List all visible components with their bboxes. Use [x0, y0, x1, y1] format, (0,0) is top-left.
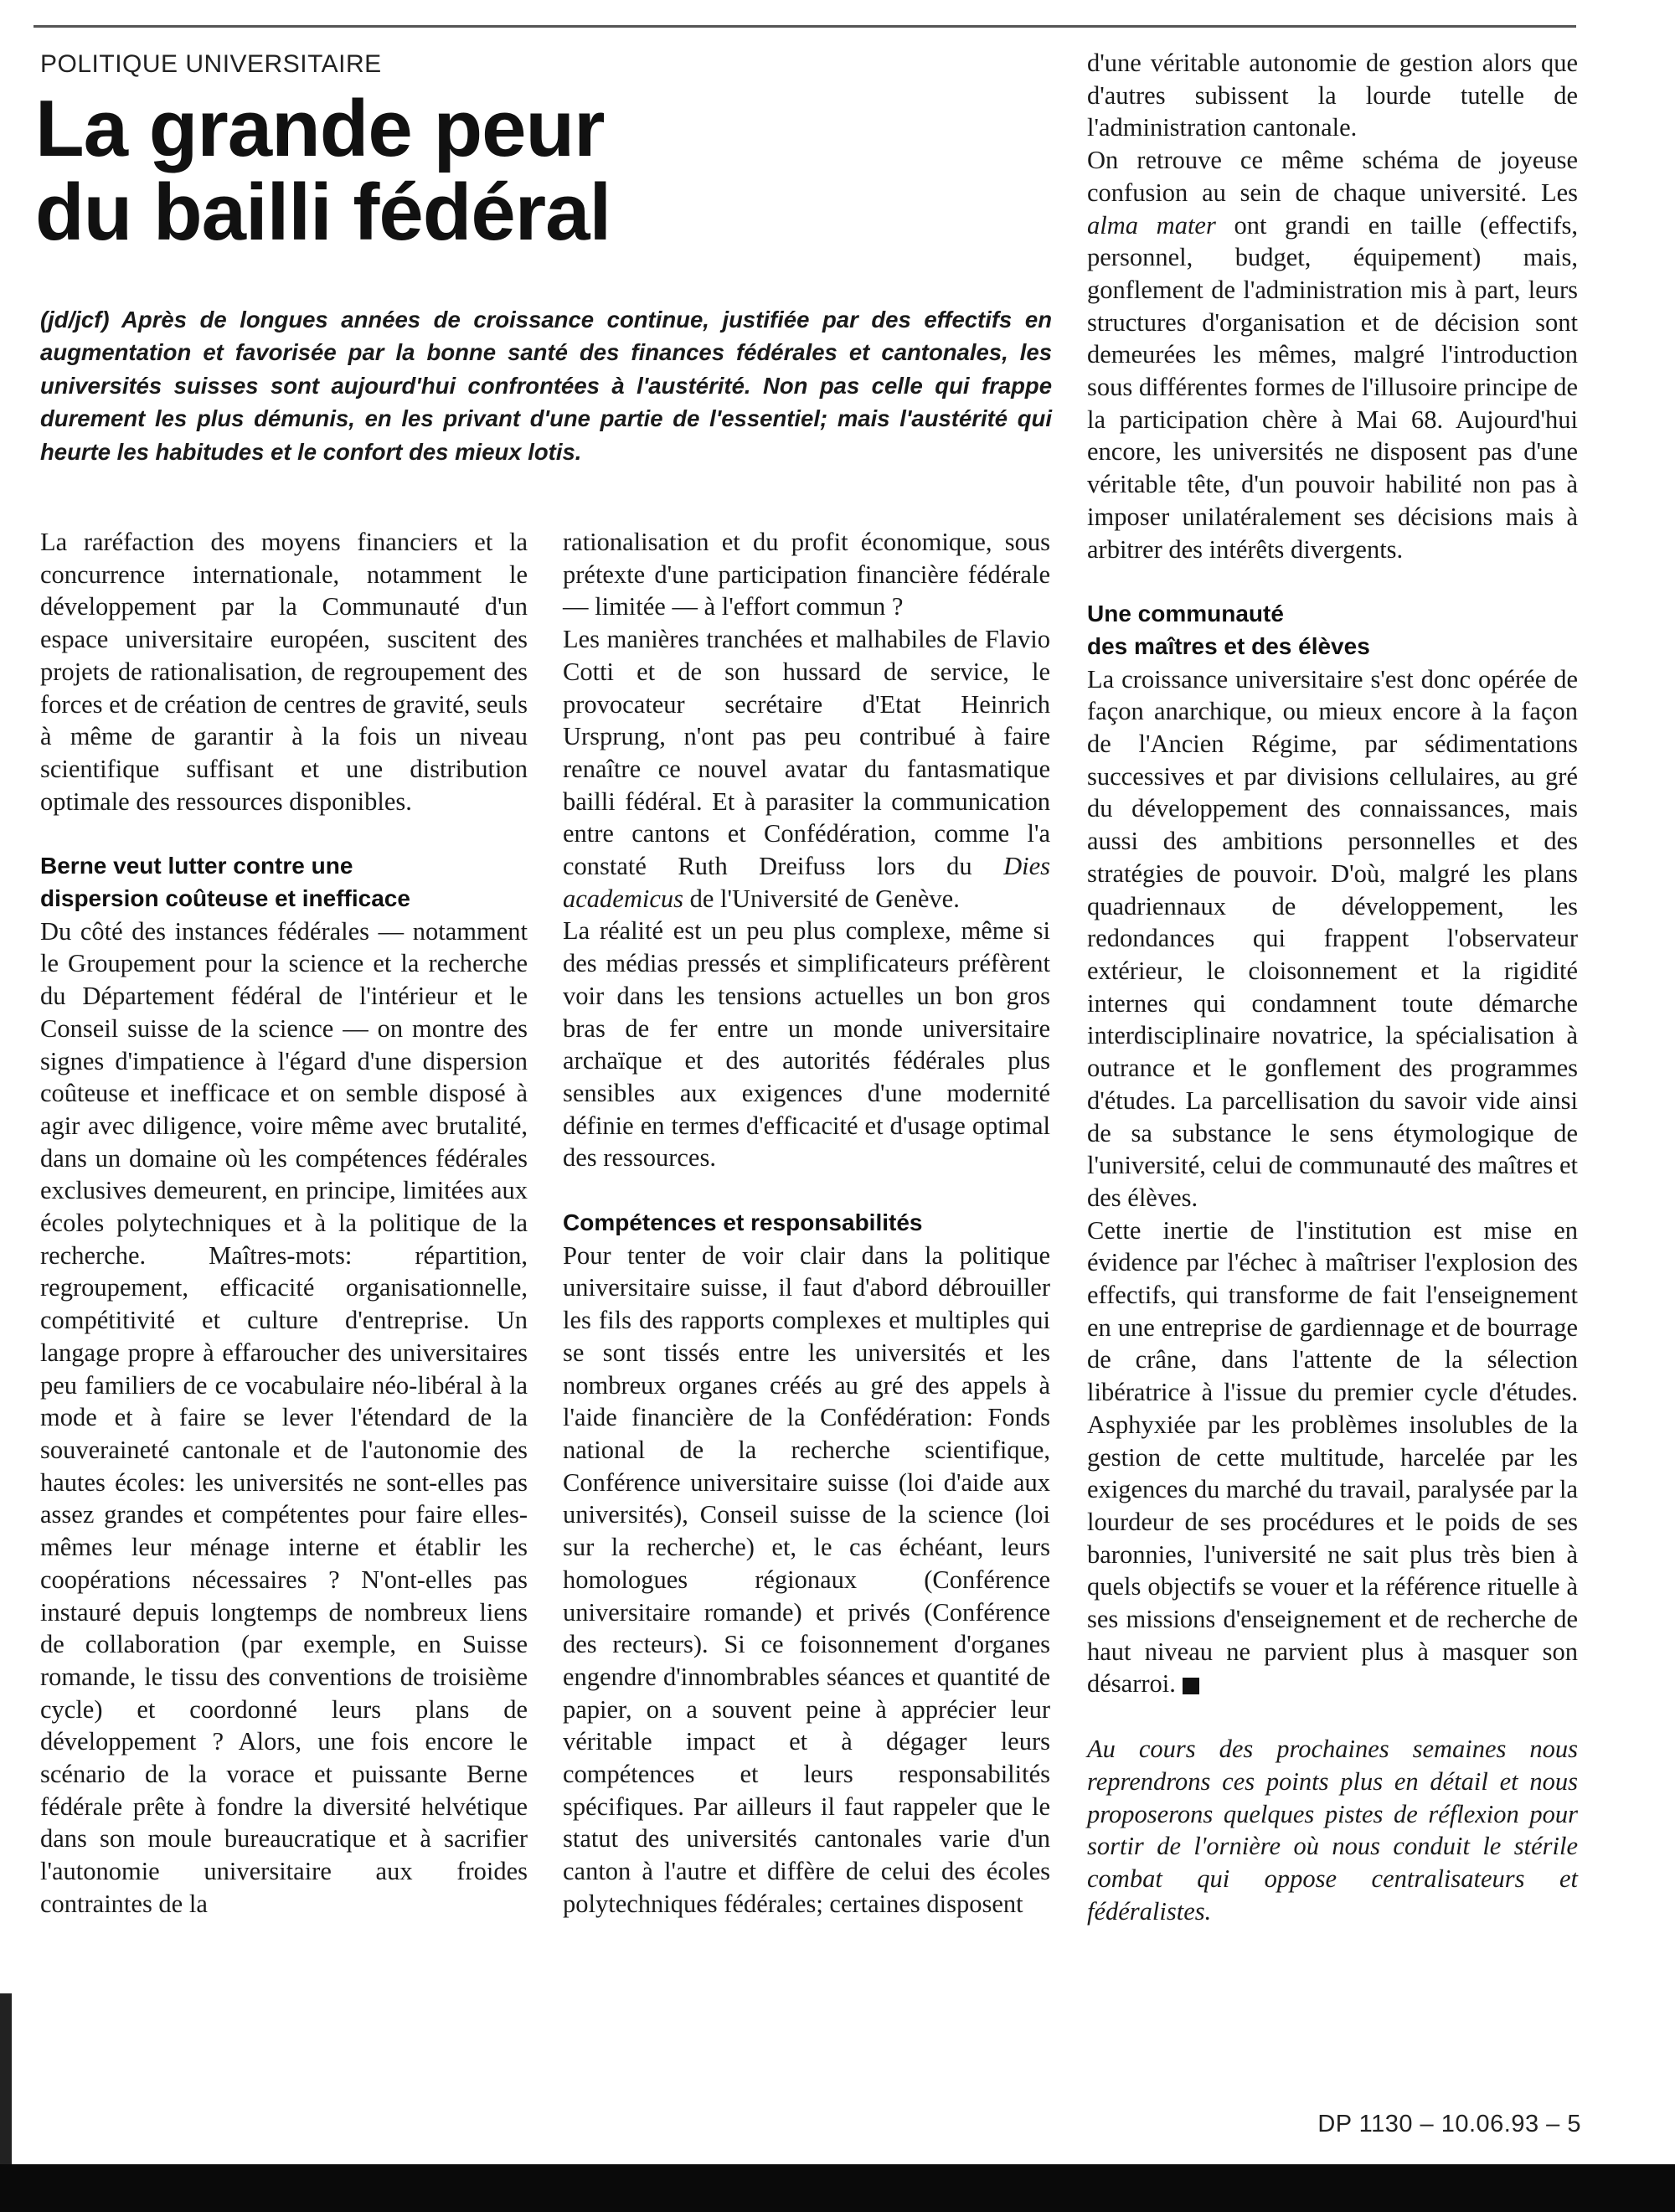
col3-subheading: [1087, 598, 1578, 663]
col1-subheading-line-1: Berne veut lutter contre une: [40, 853, 353, 879]
headline: [35, 84, 1040, 257]
column-3: [1087, 47, 1578, 1927]
end-of-article-square-icon: [1183, 1678, 1199, 1694]
col3-paragraph-3: La croissance universitaire s'est donc opérée de façon anarchique, ou mieux encore à la façon de l'Ancien Régime, par sédimentations successives et par divisions cellulaires, au gré du développement des connaissances, mais aussi des ambitions personnelles et des stratégies de pouvoir. D'où, malgré les plans quadriennaux de développement, les redondances qui frappent l'observateur extérieur, le cloisonnement et la rigidité internes qui condamnent toute démarche interdisciplinaire novatrice, la spécialisation à outrance et le gonflement des programmes d'études. La parcellisation du savoir vide ainsi de sa substance le sens étymologique de l'université, celui de communauté des maîtres et des élèves.: [1087, 664, 1578, 1212]
col1-paragraph-1: La raréfaction des moyens financiers et la concurrence internationale, notamment le développement par la Communauté d'un espace universitaire européen, suscitent des projets de rationalisation, de regroupement des forces et de création de centres de gravité, seuls à même de garantir à la fois un niveau scientifique suffisant et une distribution optimale des ressources disponibles.: [40, 528, 528, 816]
col3-paragraph-1: d'une véritable autonomie de gestion alors que d'autres subissent la lourde tutelle de l'administration cantonale.: [1087, 49, 1578, 142]
closing-note: Au cours des prochaines semaines nous reprendrons ces points plus en détail et nous proposerons quelques pistes de réflexion pour sortir de l'ornière où nous conduit le stérile combat qui oppose centralisateurs et fédéralistes.: [1087, 1735, 1578, 1926]
col3-paragraph-4-text: Cette inertie de l'institution est mise en évidence par l'échec à maîtriser l'explosion des effectifs, qui transforme de fait l'enseignement en une entreprise de gardiennage et de bourrage de crâne, dans l'attente de la sélection libératrice à l'issue du premier cycle d'études. Asphyxiée par les problèmes insolubles de la gestion de cette multitude, harcelée par les exigences du marché du travail, paralysée par la lourdeur de ses procédures et le poids de ses baronnies, l'université ne sait plus très bien à quels objectifs se vouer et la référence rituelle à ses missions d'enseignement et de recherche de haut niveau ne parvient plus à masquer son désarroi.: [1087, 1215, 1578, 1699]
col2-subheading: Compétences et responsabilités: [563, 1209, 923, 1236]
column-2: [563, 526, 1050, 1921]
headline-line-1: La grande peur: [35, 84, 605, 173]
col2-italic-term: Dies academicus: [563, 852, 1050, 913]
col3-paragraph-4: [1087, 1214, 1578, 1701]
col2-paragraph-2-text: Les manières tranchées et malhabiles de Flavio Cotti et de son hussard de service, le provocateur secrétaire d'Etat Heinrich Ursprung, n'ont pas peu contribué à faire renaître ce nouvel avatar du fantasmatique bailli fédéral. Et à parasiter la communication entre cantons et Confédération, comme l'a constaté Ruth Dreifuss lors du: [563, 625, 1050, 881]
col3-subheading-line-2: des maîtres et des élèves: [1087, 632, 1370, 659]
col2-paragraph-1: rationalisation et du profit économique, sous prétexte d'une participation financière fédérale — limitée — à l'effort commun ?: [563, 528, 1050, 621]
scan-edge-shadow: [0, 1993, 12, 2178]
col3-paragraph-2: [1087, 144, 1578, 565]
page-footer-folio: DP 1130 – 10.06.93 – 5: [1317, 2111, 1581, 2137]
col2-paragraph-4: Pour tenter de voir clair dans la politique universitaire suisse, il faut d'abord débrouiller les fils des rapports complexes et multiples qui se sont tissés entre les universités et les nombreux organes créés au gré des appels à l'aide financière de la Confédération: Fonds national de la recherche scientifique, Conférence universitaire suisse (loi d'aide aux universités), Conseil suisse de la science (loi sur la recherche) et, le cas échéant, leurs homologues régionaux (Conférence universitaire romande) et privés (Conférence des recteurs). Si ce foisonnement d'organes engendre d'innombrables séances et quantité de papier, on a souvent peine à apprécier leur véritable impact et à dégager leurs compétences et leurs responsabilités spécifiques. Par ailleurs il faut rappeler que le statut des universités cantonales varie d'un canton à l'autre et diffère de celui des écoles polytechniques fédérales; certaines disposent: [563, 1240, 1050, 1918]
col1-subheading: [40, 850, 528, 915]
column-1: [40, 526, 528, 1921]
section-rubric: POLITIQUE UNIVERSITAIRE: [40, 50, 382, 78]
col3-paragraph-2-text: On retrouve ce même schéma de joyeuse confusion au sein de chaque université. Les: [1087, 146, 1578, 207]
col3-subheading-line-1: Une communauté: [1087, 601, 1284, 627]
col2-paragraph-2-end: de l'Université de Genève.: [689, 884, 960, 913]
col3-paragraph-2-end: ont grandi en taille (effectifs, personnel, budget, équipement) mais, gonflement de l'administration mis à part, leurs structures d'organisation et de décision sont demeurées les mêmes, malgré l'introduction sous différentes formes de l'illusoire principe de la participation chère à Mai 68. Aujourd'hui encore, les universités ne disposent pas d'une véritable tête, d'un pouvoir habilité non pas à imposer unilatéralement ses décisions mais à arbitrer des intérêts divergents.: [1087, 210, 1579, 564]
lead-paragraph: (jd/jcf) Après de longues années de croissance continue, justifiée par des effectifs en augmentation et favorisée par la bonne santé des finances fédérales et cantonales, les universités suisses sont aujourd'hui confrontées à l'austérité. Non pas celle qui frappe durement les plus démunis, en les privant d'une partie de l'essentiel; mais l'austérité qui heurte les habitudes et le confort des mieux lotis.: [40, 307, 1052, 465]
headline-line-2: du bailli fédéral: [35, 168, 611, 257]
scan-bottom-border: [0, 2164, 1675, 2212]
col2-paragraph-3: La réalité est un peu plus complexe, même si des médias pressés et simplificateurs préfèrent voir dans les tensions actuelles un bon gros bras de fer entre un monde universitaire archaïque et des autorités fédérales plus sensibles aux exigences d'une modernité définie en termes d'efficacité et d'usage optimal des ressources.: [563, 916, 1050, 1173]
col2-paragraph-2: [563, 623, 1050, 915]
col3-italic-term: alma mater: [1087, 210, 1216, 240]
col1-subheading-line-2: dispersion coûteuse et inefficace: [40, 885, 410, 912]
col1-paragraph-2: Du côté des instances fédérales — notamment le Groupement pour la science et la recherche du Département fédéral de l'intérieur et le Conseil suisse de la science — on montre des signes d'impatience à l'égard d'une dispersion coûteuse et inefficace et on semble disposé à agir avec diligence, voire même avec brutalité, dans un domaine où les compétences fédérales exclusives demeurent, en principe, limitées aux écoles polytechniques et à la politique de la recherche. Maîtres-mots: répartition, regroupement, efficacité organisationnelle, compétitivité et culture d'entreprise. Un langage propre à effaroucher des universitaires peu familiers de ce vocabulaire néo-libéral à la mode et à faire se lever l'étendard de la souveraineté cantonale et de l'autonomie des hautes écoles: les universités ne sont-elles pas assez grandes et compétentes pour faire elles-mêmes leur ménage interne et établir les coopérations nécessaires ? N'ont-elles pas instauré depuis longtemps de nombreux liens de collaboration (par exemple, en Suisse romande, le tissu des conventions de troisième cycle) et coordonné leurs plans de développement ? Alors, une fois encore le scénario de la vorace et puissante Berne fédérale prête à fondre la diversité helvétique dans son moule bureaucratique et à sacrifier l'autonomie universitaire aux froides contraintes de la: [40, 916, 528, 1918]
top-rule: [34, 25, 1576, 28]
